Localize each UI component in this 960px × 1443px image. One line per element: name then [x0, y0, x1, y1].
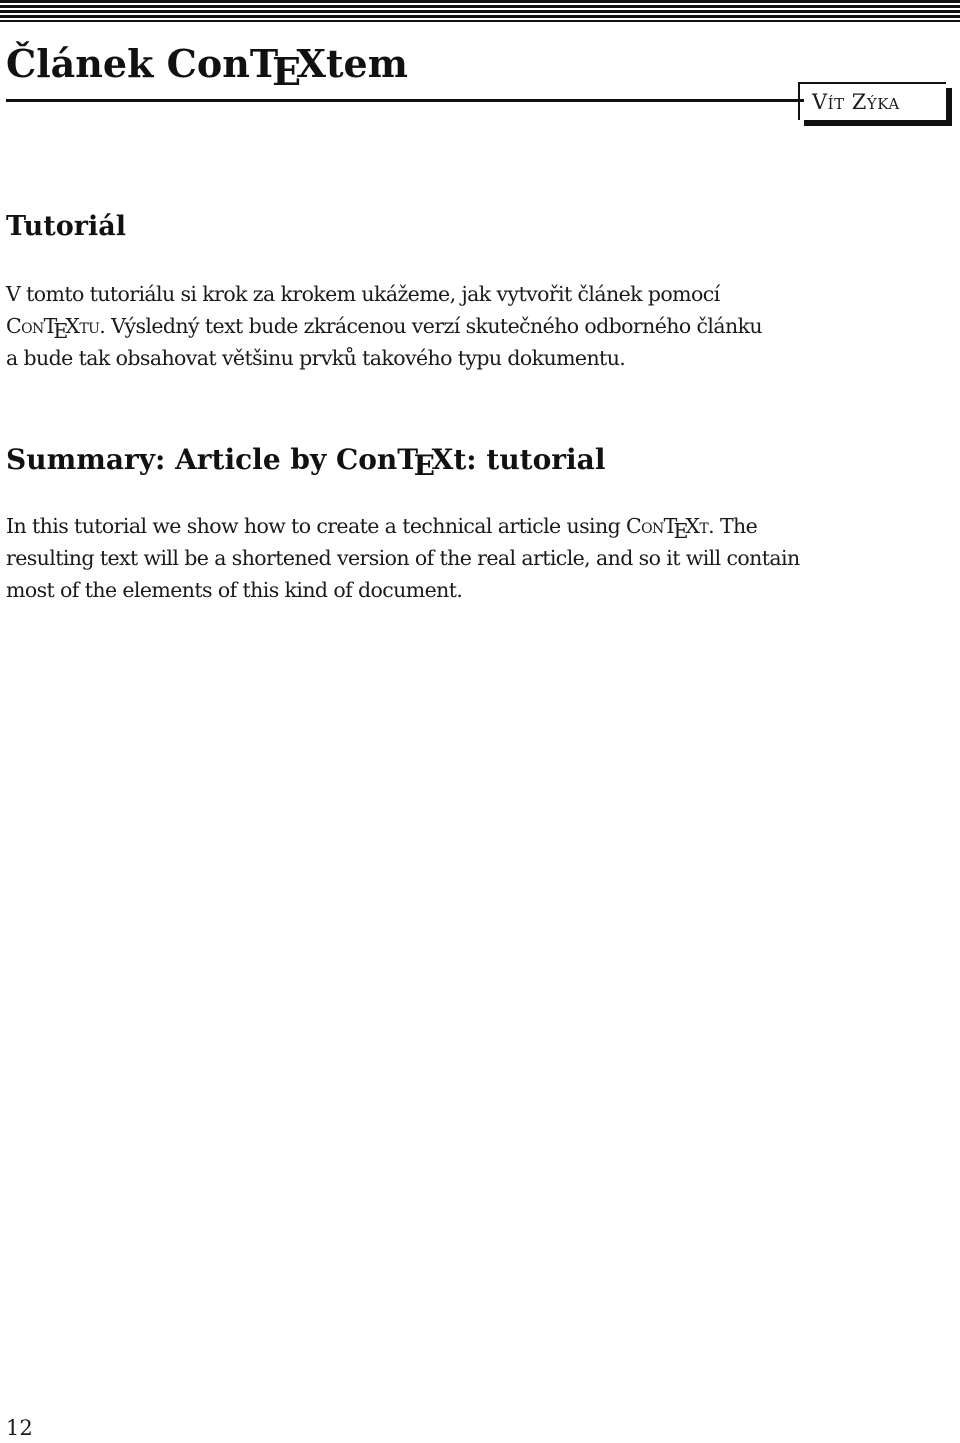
tex-logo-lowered-e: E [413, 449, 435, 483]
section-heading-tutorial: Tutoriál [6, 211, 126, 242]
tex-logo-lowered-e: E [53, 318, 68, 343]
english-paragraph [6, 510, 954, 606]
header-decorative-bands [0, 0, 960, 22]
article-title-part: Xtem [296, 41, 408, 86]
summary-heading-part: Summary: Article by ConT [6, 443, 419, 476]
page-number: 12 [6, 1416, 33, 1440]
context-brand-part: ConT [6, 314, 57, 338]
context-brand-part: ConT [626, 514, 677, 538]
paragraph-text: . The [708, 514, 758, 538]
context-brand [6, 314, 100, 343]
section-heading-summary [6, 440, 606, 483]
paragraph-line: resulting text will be a shortened version of the real article, and so it will contain [6, 546, 800, 570]
tex-logo-lowered-e: E [272, 49, 302, 95]
author-box [798, 82, 946, 120]
summary-heading-part: Xt: tutorial [431, 443, 606, 476]
paragraph-line [6, 510, 954, 542]
tex-logo-lowered-e: E [673, 518, 688, 543]
paragraph-text: . Výsledný text bude zkrácenou verzí skutečného odborného článku [99, 314, 762, 338]
context-brand [626, 514, 709, 543]
article-title [6, 38, 408, 95]
czech-paragraph [6, 278, 954, 374]
article-title-part: Článek ConT [6, 41, 279, 86]
paragraph-line [6, 310, 954, 342]
title-underline-rule [6, 99, 804, 102]
paragraph-line: most of the elements of this kind of document. [6, 578, 463, 602]
paragraph-text: In this tutorial we show how to create a technical article using [6, 514, 627, 538]
context-brand-part: Xt [685, 514, 709, 538]
author-name: Vít Zýka [812, 90, 900, 114]
context-brand-part: Xtu [65, 314, 100, 338]
paragraph-line: V tomto tutoriálu si krok za krokem ukážeme, jak vytvořit článek pomocí [6, 282, 720, 306]
paragraph-line: a bude tak obsahovat většinu prvků takového typu dokumentu. [6, 346, 626, 370]
